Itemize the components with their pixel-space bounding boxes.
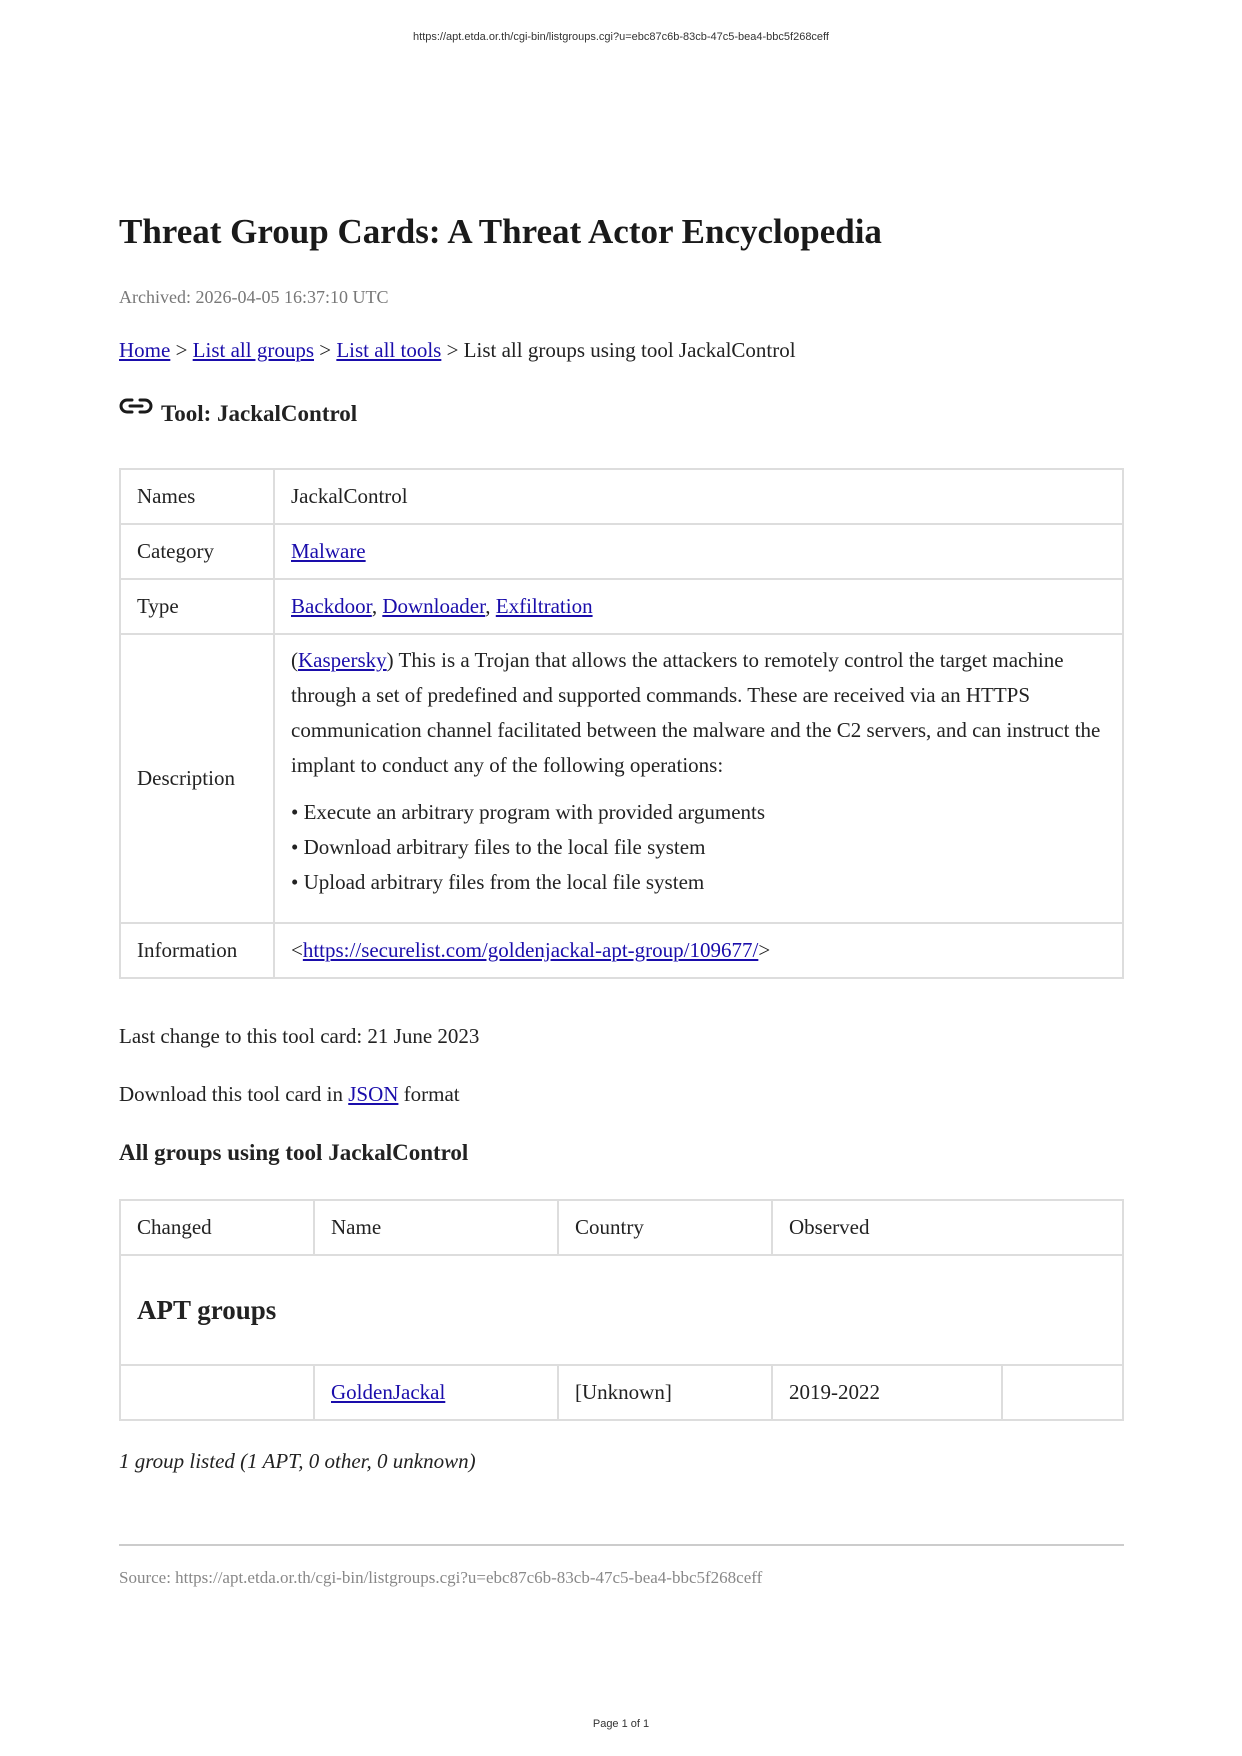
page-number: Page 1 of 1 (592, 1718, 650, 1730)
table-row (120, 469, 1123, 524)
table-row (120, 1365, 1123, 1420)
tool-info-table (119, 468, 1124, 979)
page-title: Threat Group Cards: A Threat Actor Encyclopedia (119, 212, 882, 251)
tool-heading (119, 401, 357, 427)
table-row (120, 524, 1123, 579)
apt-groups-section-title: APT groups (120, 1255, 1123, 1365)
groups-summary: 1 group listed (1 APT, 0 other, 0 unknown) (119, 1449, 476, 1473)
list-item: • Download arbitrary files to the local file system (291, 835, 706, 859)
column-header-changed: Changed (120, 1200, 314, 1255)
information-close: > (758, 938, 771, 962)
goldenjackal-link[interactable]: GoldenJackal (331, 1380, 446, 1404)
type-separator: , (485, 594, 491, 618)
type-exfiltration-link[interactable]: Exfiltration (495, 594, 593, 618)
description-open: ( (291, 648, 298, 672)
kaspersky-source-link[interactable]: Kaspersky (298, 648, 387, 672)
type-value (274, 579, 1123, 634)
list-item: • Upload arbitrary files from the local file system (291, 870, 705, 894)
description-paragraph (291, 643, 1106, 783)
groups-heading: All groups using tool JackalControl (119, 1140, 469, 1165)
type-downloader-link[interactable]: Downloader (382, 594, 486, 618)
download-suffix: format (403, 1082, 460, 1106)
groups-table (119, 1199, 1124, 1421)
type-label: Type (120, 579, 274, 634)
table-row (120, 923, 1123, 978)
type-backdoor-link[interactable]: Backdoor (291, 594, 372, 618)
empty-cell (1002, 1365, 1123, 1420)
securelist-link[interactable]: https://securelist.com/goldenjackal-apt-group/109677/ (302, 938, 759, 962)
information-value (274, 923, 1123, 978)
type-separator: , (371, 594, 378, 618)
column-header-country: Country (558, 1200, 772, 1255)
breadcrumb (119, 338, 796, 363)
section-row (120, 1255, 1123, 1365)
category-label: Category (120, 524, 274, 579)
breadcrumb-home-link[interactable]: Home (119, 338, 171, 362)
table-header-row (120, 1200, 1123, 1255)
list-item: • Execute an arbitrary program with provided arguments (291, 800, 766, 824)
observed-cell: 2019-2022 (772, 1365, 1002, 1420)
download-line (119, 1082, 460, 1107)
link-icon (119, 396, 153, 416)
print-header-url: https://apt.etda.or.th/cgi-bin/listgroups.cgi?u=ebc87c6b-83cb-47c5-bea4-bbc5f268ceff (413, 31, 829, 43)
column-header-observed: Observed (772, 1200, 1123, 1255)
names-value: JackalControl (274, 469, 1123, 524)
category-malware-link[interactable]: Malware (291, 539, 366, 563)
breadcrumb-groups-link[interactable]: List all groups (192, 338, 314, 362)
download-prefix: Download this tool card in (119, 1082, 343, 1106)
operations-list (291, 795, 1106, 900)
breadcrumb-tools-link[interactable]: List all tools (336, 338, 442, 362)
breadcrumb-separator: > (175, 338, 188, 362)
description-value (274, 634, 1123, 923)
country-cell: [Unknown] (558, 1365, 772, 1420)
divider (119, 1544, 1124, 1546)
names-label: Names (120, 469, 274, 524)
column-header-name: Name (314, 1200, 558, 1255)
json-download-link[interactable]: JSON (348, 1082, 399, 1106)
table-row (120, 634, 1123, 923)
category-value (274, 524, 1123, 579)
information-label: Information (120, 923, 274, 978)
last-change-text: Last change to this tool card: 21 June 2023 (119, 1024, 480, 1048)
table-row (120, 579, 1123, 634)
tool-heading-text: Tool: JackalControl (161, 401, 358, 426)
archived-timestamp: Archived: 2026-04-05 16:37:10 UTC (119, 287, 389, 307)
source-url: Source: https://apt.etda.or.th/cgi-bin/listgroups.cgi?u=ebc87c6b-83cb-47c5-bea4-bbc5f268ceff (119, 1568, 763, 1587)
description-label: Description (120, 634, 274, 923)
description-text: ) This is a Trojan that allows the attackers to remotely control the target machine through a set of predefined and supported commands. These are received via an HTTPS communication channel facilitated between the malware and the C2 servers, and can instruct the implant to conduct any of the following operations: (291, 648, 1101, 777)
breadcrumb-separator: > (319, 338, 332, 362)
information-open: < (291, 938, 303, 962)
name-cell (314, 1365, 558, 1420)
breadcrumb-current: > List all groups using tool JackalControl (446, 338, 796, 362)
changed-cell (120, 1365, 314, 1420)
